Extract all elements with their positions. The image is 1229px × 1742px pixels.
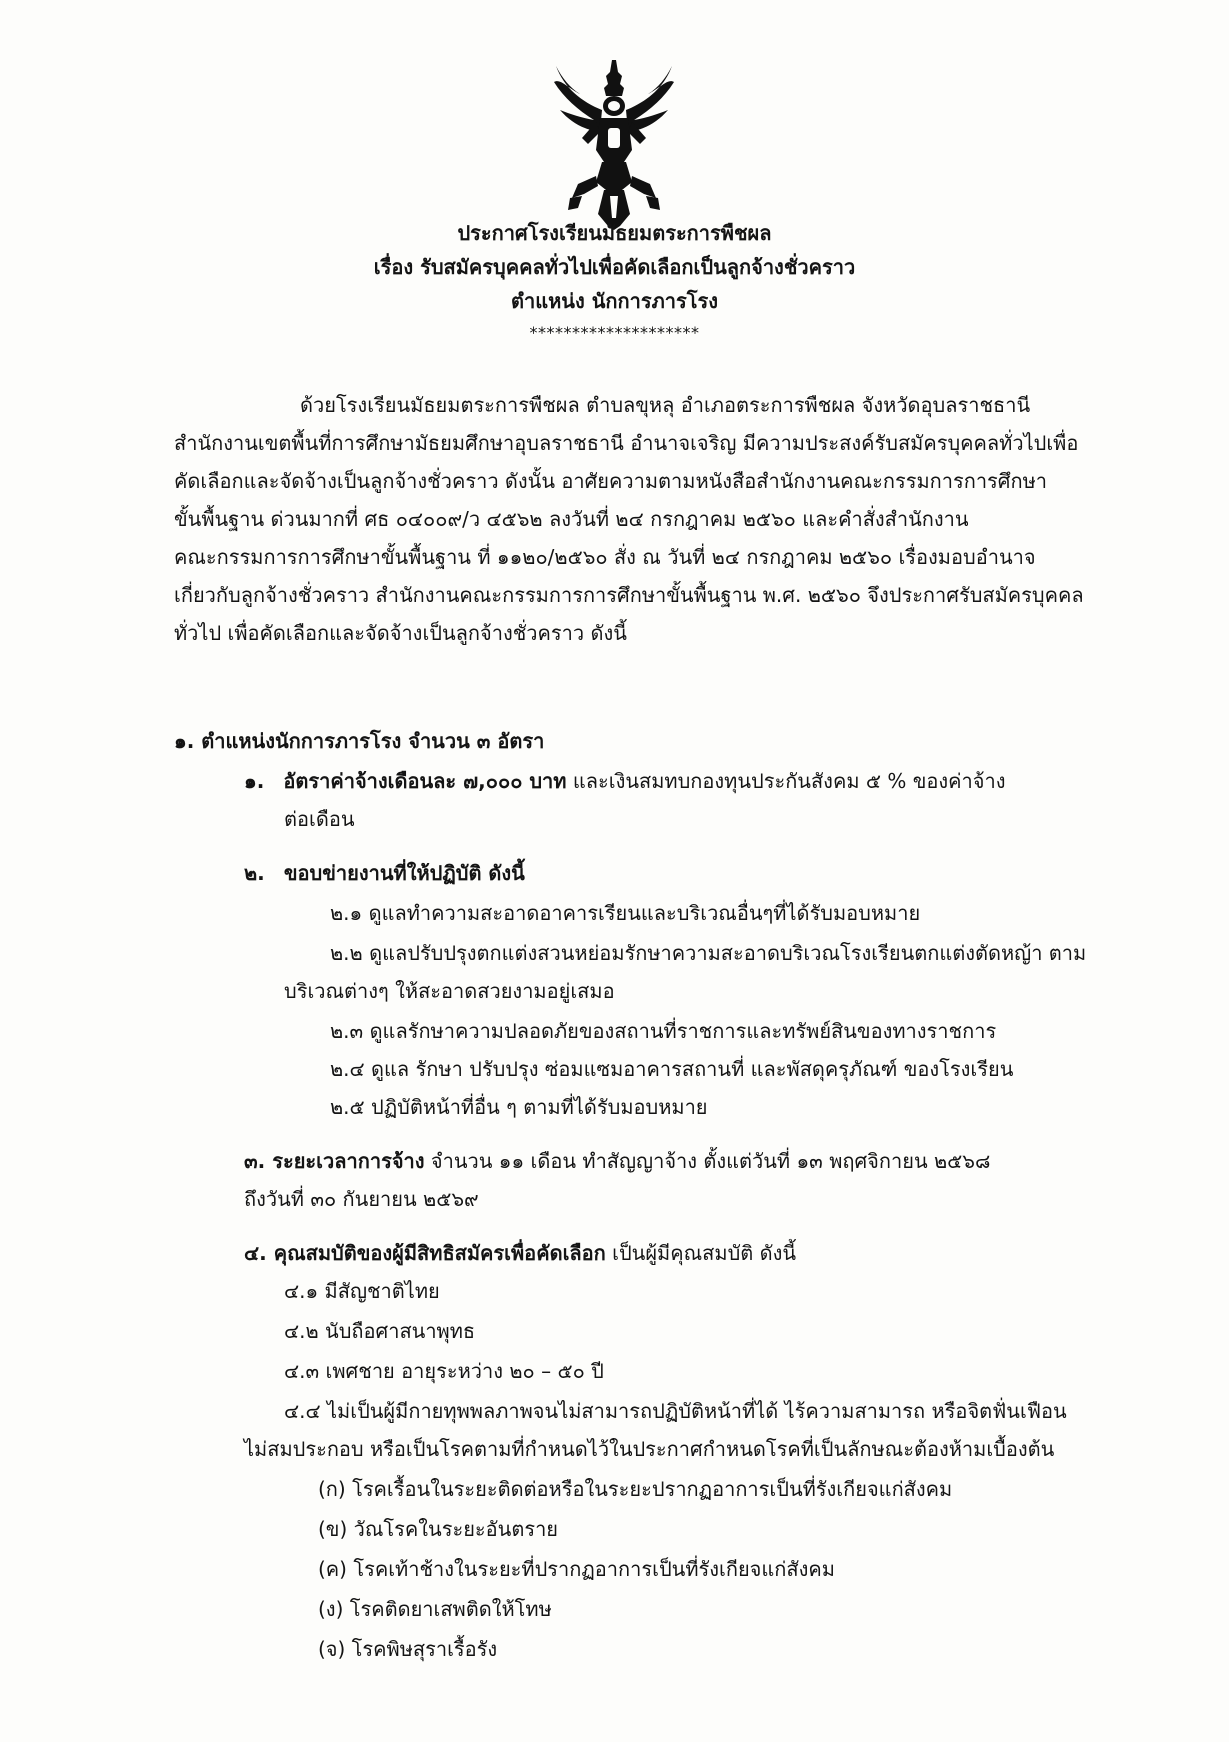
item-2-number: ๒. (244, 861, 265, 885)
subject-line: เรื่อง รับสมัครบุคคลทั่วไปเพื่อคัดเลือกเป็นลูกจ้างชั่วคราว (373, 255, 856, 279)
item-1-line-2: ต่อเดือน (284, 807, 355, 831)
garuda-emblem-icon (552, 58, 676, 232)
intro-line: เกี่ยวกับลูกจ้างชั่วคราว สำนักงานคณะกรรมการการศึกษาขั้นพื้นฐาน พ.ศ. ๒๕๖๐ จึงประกาศรับสมัครบุคคล (174, 583, 1084, 607)
sub-item: ๒.๒ ดูแลปรับปรุงตกแต่งสวนหย่อมรักษาความสะอาดบริเวณโรงเรียนตกแต่งตัดหญ้า ตาม (330, 941, 1087, 965)
disease-item: (ก) โรคเรื้อนในระยะติดต่อหรือในระยะปรากฏอาการเป็นที่รังเกียจแก่สังคม (318, 1477, 953, 1501)
page-title: ประกาศโรงเรียนมัธยมตระการพืชผล (457, 221, 772, 245)
sub-item: ๒.๓ ดูแลรักษาความปลอดภัยของสถานที่ราชการและทรัพย์สินของทางราชการ (330, 1019, 997, 1043)
item-1 (244, 766, 1006, 796)
position-line: ตำแหน่ง นักการภารโรง (511, 289, 718, 313)
item-1-number: ๑. (244, 769, 265, 793)
qualification-item-4-line-2: ไม่สมประกอบ หรือเป็นโรคตามที่กำหนดไว้ในประกาศกำหนดโรคที่เป็นลักษณะต้องห้ามเบื้องต้น (244, 1437, 1055, 1461)
section-3-line-2: ถึงวันที่ ๓๐ กันยายน ๒๕๖๙ (244, 1187, 479, 1211)
section-4 (244, 1238, 796, 1268)
qualification-item-4: ๔.๔ ไม่เป็นผู้มีกายทุพพลภาพจนไม่สามารถปฏิบัติหน้าที่ได้ ไร้ความสามารถ หรือจิตฟั่นเฟือน (284, 1399, 1067, 1423)
section-3-bold: ๓. ระยะเวลาการจ้าง (244, 1149, 425, 1173)
disease-item: (ง) โรคติดยาเสพติดให้โทษ (318, 1597, 552, 1621)
section-1-heading: ๑. ตำแหน่งนักการภารโรง จำนวน ๓ อัตรา (174, 729, 545, 753)
disease-item: (ข) วัณโรคในระยะอันตราย (318, 1517, 559, 1541)
item-1-rest: และเงินสมทบกองทุนประกันสังคม ๕ % ของค่าจ้าง (566, 769, 1006, 793)
section-4-bold: ๔. คุณสมบัติของผู้มีสิทธิสมัครเพื่อคัดเลือก (244, 1241, 606, 1265)
disease-item: (ค) โรคเท้าช้างในระยะที่ปรากฏอาการเป็นที่รังเกียจแก่สังคม (318, 1557, 835, 1581)
sub-item: ๒.๕ ปฏิบัติหน้าที่อื่น ๆ ตามที่ได้รับมอบหมาย (330, 1095, 708, 1119)
sub-item: ๒.๑ ดูแลทำความสะอาดอาคารเรียนและบริเวณอื่นๆที่ได้รับมอบหมาย (330, 901, 921, 925)
section-4-rest: เป็นผู้มีคุณสมบัติ ดังนี้ (605, 1241, 797, 1265)
qualification-item: ๔.๓ เพศชาย อายุระหว่าง ๒๐ – ๕๐ ปี (284, 1359, 604, 1383)
sub-item: ๒.๔ ดูแล รักษา ปรับปรุง ซ่อมแซมอาคารสถานที่ และพัสดุครุภัณฑ์ ของโรงเรียน (330, 1057, 1014, 1081)
item-2-bold: ขอบข่ายงานที่ให้ปฏิบัติ ดังนี้ (283, 861, 525, 885)
disease-item: (จ) โรคพิษสุราเรื้อรัง (318, 1637, 498, 1661)
intro-line: สำนักงานเขตพื้นที่การศึกษามัธยมศึกษาอุบลราชธานี อำนาจเจริญ มีความประสงค์รับสมัครบุคคลทั่วไปเพื่อ (174, 431, 1079, 455)
separator: ******************** (529, 323, 700, 342)
intro-line: คัดเลือกและจัดจ้างเป็นลูกจ้างชั่วคราว ดังนั้น อาศัยความตามหนังสือสำนักงานคณะกรรมการการศึกษา (174, 469, 1048, 493)
item-1-bold: อัตราค่าจ้างเดือนละ ๗,๐๐๐ บาท (283, 769, 567, 793)
intro-line: คณะกรรมการการศึกษาขั้นพื้นฐาน ที่ ๑๑๒๐/๒๕๖๐ สั่ง ณ วันที่ ๒๔ กรกฎาคม ๒๕๖๐ เรื่องมอบอำนาจ (174, 545, 1036, 569)
item-2 (244, 858, 525, 888)
qualification-item: ๔.๒ นับถือศาสนาพุทธ (284, 1319, 476, 1343)
qualification-item: ๔.๑ มีสัญชาติไทย (284, 1279, 440, 1303)
intro-line: ด้วยโรงเรียนมัธยมตระการพืชผล ตำบลขุหลุ อำเภอตระการพืชผล จังหวัดอุบลราชธานี (300, 393, 1031, 417)
intro-line: ทั่วไป เพื่อคัดเลือกและจัดจ้างเป็นลูกจ้างชั่วคราว ดังนี้ (174, 621, 627, 645)
section-3 (244, 1146, 990, 1176)
section-3-rest: จำนวน ๑๑ เดือน ทำสัญญาจ้าง ตั้งแต่วันที่ ๑๓ พฤศจิกายน ๒๕๖๘ (424, 1149, 991, 1173)
sub-item-continued: บริเวณต่างๆ ให้สะอาดสวยงามอยู่เสมอ (284, 979, 615, 1003)
intro-line: ขั้นพื้นฐาน ด่วนมากที่ ศธ ๐๔๐๐๙/ว ๔๕๖๒ ลงวันที่ ๒๔ กรกฎาคม ๒๕๖๐ และคำสั่งสำนักงาน (174, 507, 969, 531)
